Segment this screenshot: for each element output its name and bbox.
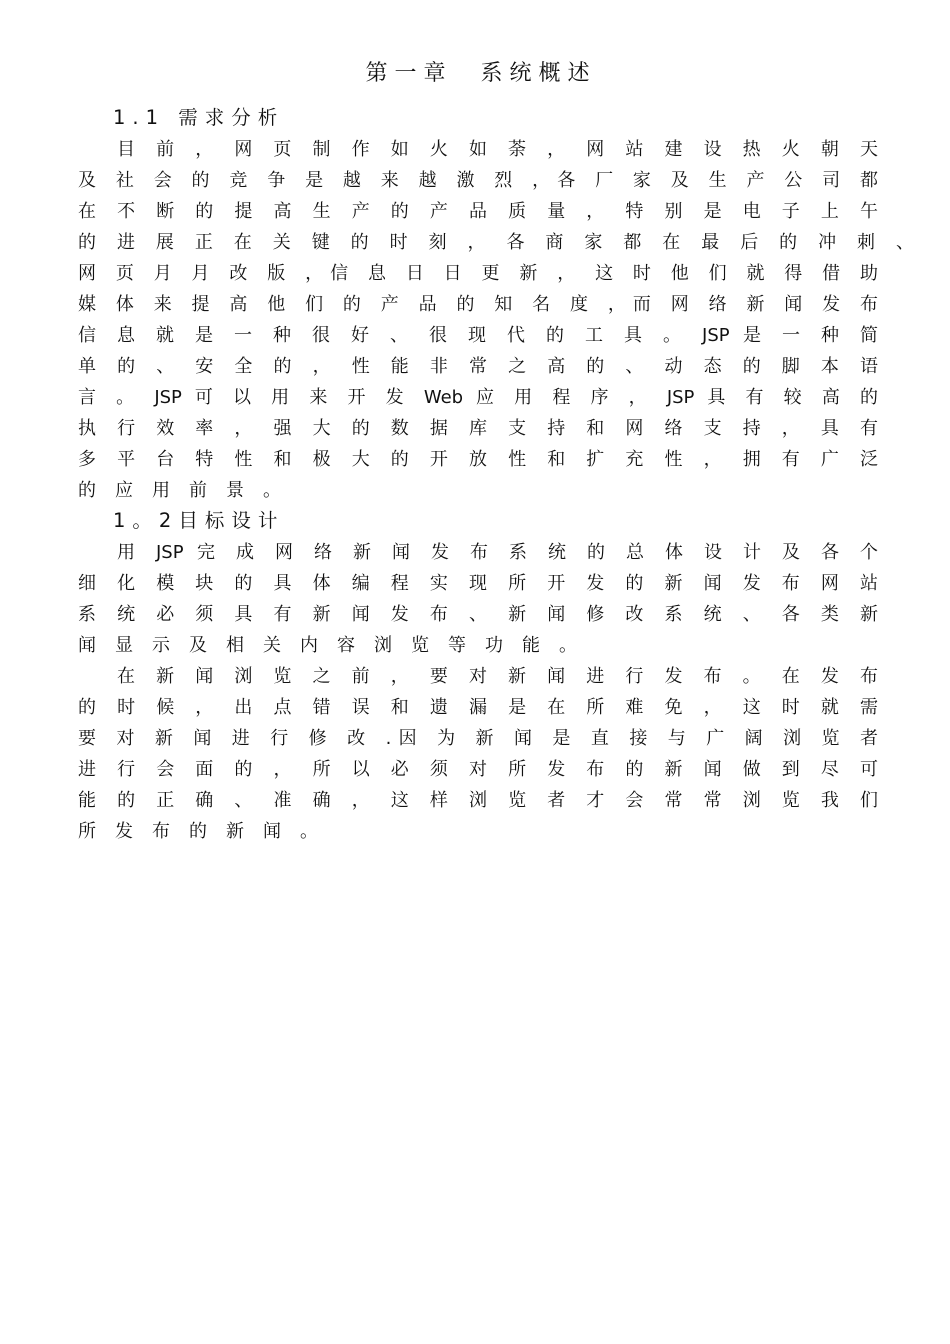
paragraph-line: 执 行 效 率 ， 强 大 的 数 据 库 支 持 和 网 络 支 持 ， 具 有 — [78, 418, 878, 439]
paragraph-line: 进 行 会 面 的 ， 所 以 必 须 对 所 发 布 的 新 闻 做 到 尽 可 — [78, 759, 878, 780]
paragraph-line: 网 页 月 月 改 版 ，信 息 日 日 更 新 ， 这 时 他 们 就 得 借 助 — [78, 263, 878, 284]
paragraph-line: 系 统 必 须 具 有 新 闻 发 布 、 新 闻 修 改 系 统 、 各 类 新 — [78, 604, 878, 625]
paragraph-line: 目 前 ， 网 页 制 作 如 火 如 荼 ， 网 站 建 设 热 火 朝 天 — [117, 139, 878, 160]
paragraph-line: 在 不 断 的 提 高 生 产 的 产 品 质 量 ， 特 别 是 电 子 上 午 — [78, 201, 878, 222]
paragraph-line: 单 的 、 安 全 的 ， 性 能 非 常 之 高 的 、 动 态 的 脚 本 语 — [78, 356, 878, 377]
paragraph-line: 媒 体 来 提 高 他 们 的 产 品 的 知 名 度 ，而 网 络 新 闻 发 布 — [78, 294, 878, 315]
paragraph-line: 要 对 新 闻 进 行 修 改 .因 为 新 闻 是 直 接 与 广 阔 浏 览 者 — [78, 728, 878, 749]
chapter-title: 第一章 系统概述 — [365, 61, 597, 86]
section-heading-requirements: 1.1 需求分析 — [113, 106, 285, 129]
paragraph-line: 言 。 JSP 可 以 用 来 开 发 Web 应 用 程 序 ， JSP 具 有 较 高 的 — [78, 387, 878, 408]
section-heading-goal-design: 1。2目标设计 — [113, 509, 285, 532]
paragraph-line: 的 进 展 正 在 关 键 的 时 刻 ， 各 商 家 都 在 最 后 的 冲 刺 、 — [78, 232, 914, 253]
paragraph-line: 能 的 正 确 、 准 确 ， 这 样 浏 览 者 才 会 常 常 浏 览 我 们 — [78, 790, 878, 811]
paragraph-line: 多 平 台 特 性 和 极 大 的 开 放 性 和 扩 充 性 ， 拥 有 广 泛 — [78, 449, 878, 470]
paragraph-line: 用 JSP 完 成 网 络 新 闻 发 布 系 统 的 总 体 设 计 及 各 个 — [117, 542, 878, 563]
paragraph-line: 的 时 候 ， 出 点 错 误 和 遗 漏 是 在 所 难 免 ， 这 时 就 需 — [78, 697, 878, 718]
paragraph-line: 闻显示及相关内容浏览等功能。 — [78, 635, 596, 656]
paragraph-line: 细 化 模 块 的 具 体 编 程 实 现 所 开 发 的 新 闻 发 布 网 站 — [78, 573, 878, 594]
paragraph-line: 信 息 就 是 一 种 很 好 、 很 现 代 的 工 具 。 JSP 是 一 种 简 — [78, 325, 878, 346]
paragraph-line: 及 社 会 的 竞 争 是 越 来 越 激 烈 ，各 厂 家 及 生 产 公 司 都 — [78, 170, 878, 191]
paragraph-line: 的应用前景。 — [78, 480, 300, 501]
paragraph-line: 在 新 闻 浏 览 之 前 ， 要 对 新 闻 进 行 发 布 。 在 发 布 — [117, 666, 878, 687]
paragraph-line: 所发布的新闻。 — [78, 821, 337, 842]
